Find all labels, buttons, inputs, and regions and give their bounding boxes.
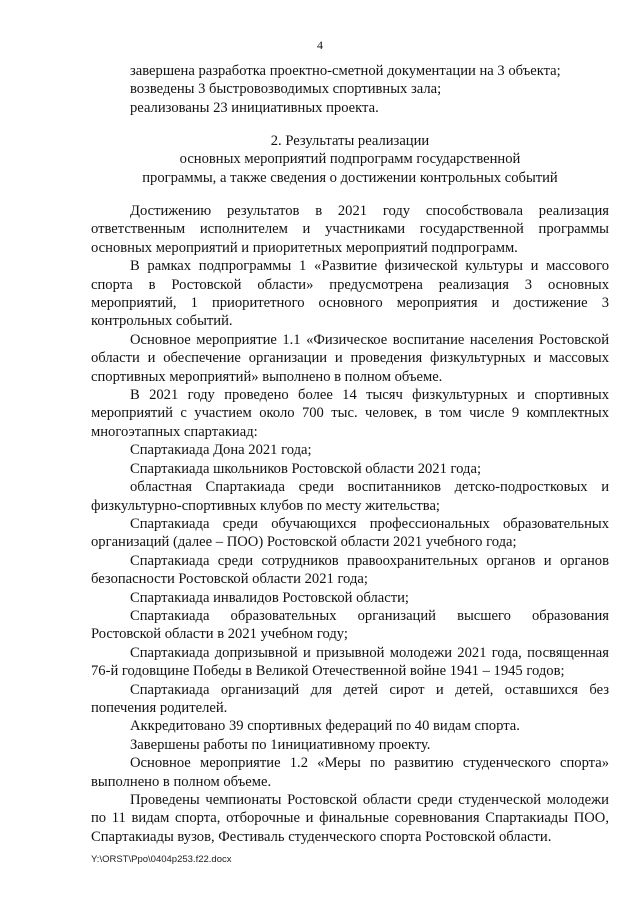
paragraph: областная Спартакиада среди воспитанников детско-подростковых и физкультурно-спортивных клубов по месту жительства; — [91, 479, 609, 514]
file-path-footer: Y:\ORST\Ppo\0404p253.f22.docx — [91, 854, 232, 865]
intro-line: возведены 3 быстровозводимых спортивных зала; — [130, 81, 442, 98]
paragraph: Спартакиада образовательных организаций высшего образования Ростовской области в 2021 учебном году; — [91, 607, 609, 643]
paragraph: Завершены работы по 1инициативному проекту. — [130, 736, 431, 753]
intro-line: реализованы 23 инициативных проекта. — [130, 99, 379, 116]
paragraph: Спартакиада среди сотрудников правоохранительных органов и органов безопасности Ростовской области 2021 года; — [91, 552, 609, 588]
paragraph: Аккредитовано 39 спортивных федераций по 40 видам спорта. — [130, 718, 520, 735]
paragraph: Спартакиада инвалидов Ростовской области; — [130, 589, 409, 606]
paragraph: Спартакиада Дона 2021 года; — [130, 442, 312, 459]
heading-line: 2. Результаты реализации — [270, 133, 430, 149]
paragraph: Достижению результатов в 2021 году способствовала реализация ответственным исполнителем и участниками государственной программы основных мероприятий и приоритетных мероприятий подпрограмм. — [91, 203, 609, 256]
heading-line: программы, а также сведения о достижении контрольных событий — [142, 169, 558, 186]
paragraph: В 2021 году проведено более 14 тысяч физкультурных и спортивных мероприятий с участием около 700 тыс. человек, в том числе 9 комплектных многоэтапных спартакиад: — [91, 387, 609, 440]
intro-line: завершена разработка проектно-сметной документации на 3 объекта; — [130, 63, 561, 79]
paragraph: Спартакиада организаций для детей сирот и детей, оставшихся без попечения родителей. — [91, 681, 609, 716]
intro-block — [91, 62, 609, 117]
paragraph: Спартакиада допризывной и призывной молодежи 2021 года, посвященная 76-й годовщине Победы в Великой Отечественной войне 1941 – 1945 годов; — [91, 644, 609, 680]
section-heading — [91, 132, 609, 187]
paragraph: Спартакиада среди обучающихся профессиональных образовательных организаций (далее – ПОО) Ростовской области 2021 учебного года; — [91, 515, 609, 551]
page-number: 4 — [317, 38, 323, 52]
body-text — [91, 202, 609, 846]
paragraph: Спартакиада школьников Ростовской области 2021 года; — [130, 460, 482, 477]
paragraph: Основное мероприятие 1.2 «Меры по развитию студенческого спорта» выполнено в полном объеме. — [91, 755, 609, 790]
paragraph: В рамках подпрограммы 1 «Развитие физической культуры и массового спорта в Ростовской области» предусмотрена реализация 3 основных мероприятий, 1 приоритетного основного мероприятия и достижение 3 контрольных событий. — [91, 258, 609, 330]
paragraph: Проведены чемпионаты Ростовской области среди студенческой молодежи по 11 видам спорта, отборочные и финальные соревнования Спартакиады ПОО, Спартакиады вузов, Фестиваль студенческого спорта Ростовской области. — [91, 792, 609, 845]
paragraph: Основное мероприятие 1.1 «Физическое воспитание населения Ростовской области и обеспечение организации и проведения физкультурных и массовых спортивных мероприятий» выполнено в полном объеме. — [91, 331, 609, 385]
heading-line: основных мероприятий подпрограмм государственной — [179, 151, 521, 168]
